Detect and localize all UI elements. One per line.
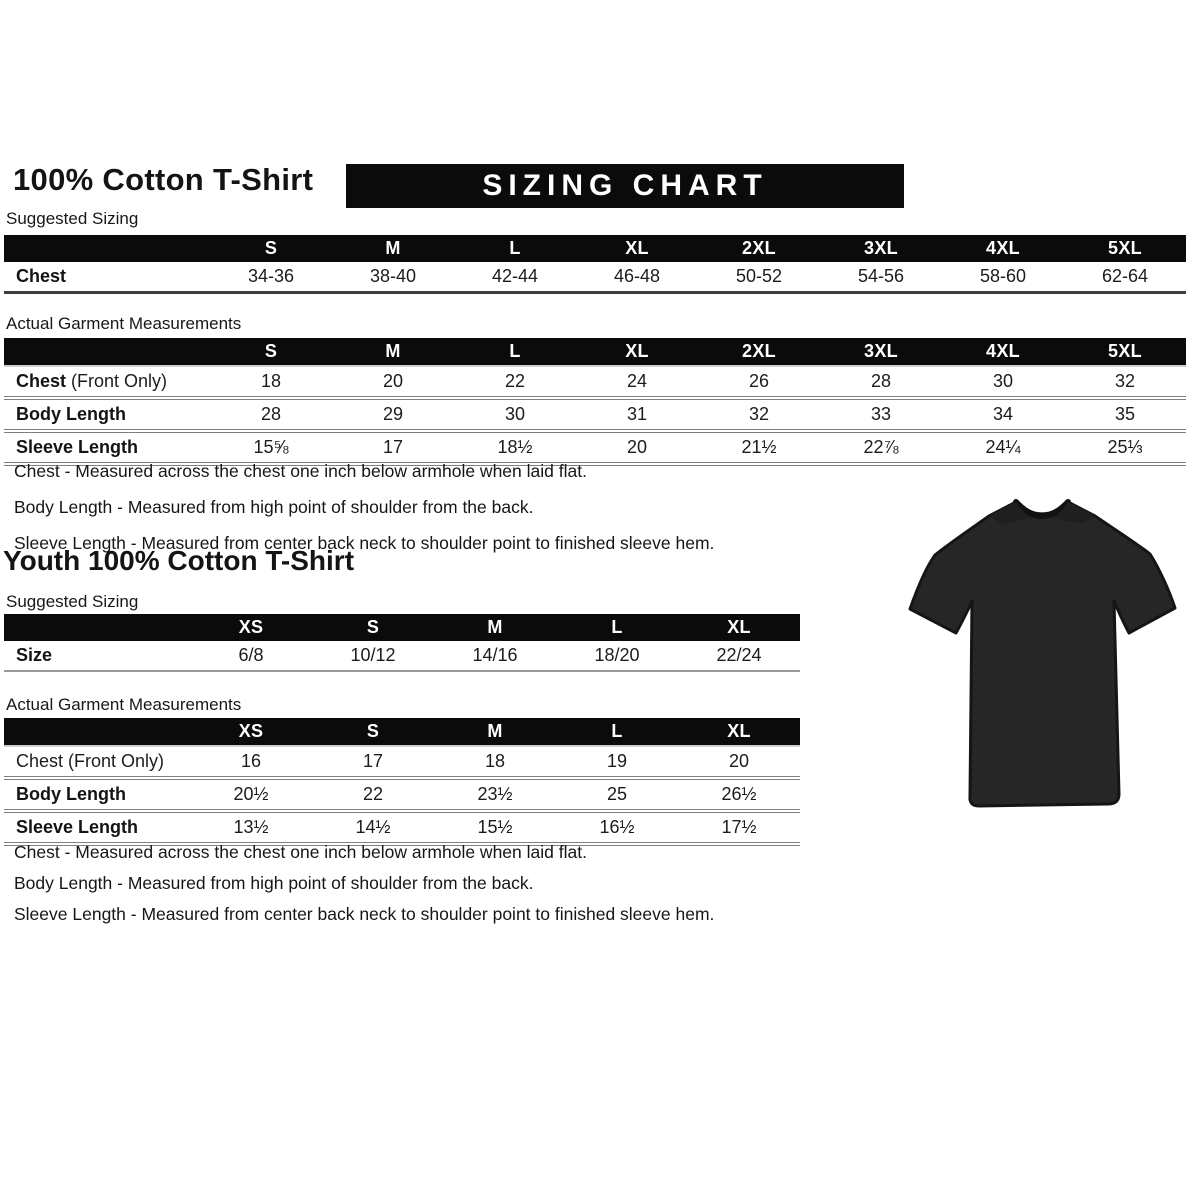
row-label: Chest [16, 266, 67, 286]
table-header-row [4, 338, 1186, 366]
row-label: Sleeve Length [16, 817, 139, 837]
table-cell: 15½ [477, 817, 513, 837]
tshirt-body [910, 502, 1175, 806]
adult-actual-measurements-label: Actual Garment Measurements [6, 314, 242, 333]
table-header-size: L [509, 238, 521, 258]
table-cell: 28 [260, 404, 282, 424]
table-header-size: XL [625, 238, 649, 258]
table-cell: 38-40 [369, 266, 417, 286]
row-label: Sleeve Length [16, 437, 139, 457]
table-header-size: XS [238, 617, 264, 637]
table-header-size: 5XL [1108, 238, 1142, 258]
table-header-size: M [385, 341, 401, 361]
table-header-size: S [264, 238, 278, 258]
table-header-size: 2XL [742, 238, 776, 258]
table-header-size: 5XL [1108, 341, 1142, 361]
table-cell: 62-64 [1101, 266, 1149, 286]
table-cell: 34-36 [247, 266, 295, 286]
table-header-size: XS [238, 721, 264, 741]
table-cell: 30 [992, 371, 1014, 391]
adult-actual-measurements-table [4, 338, 1186, 466]
table-cell: 16 [240, 751, 262, 771]
table-row-chest [4, 366, 1186, 398]
youth-suggested-sizing-label: Suggested Sizing [6, 592, 139, 611]
row-label: Chest (Front Only) [16, 751, 165, 771]
table-cell: 24 [626, 371, 648, 391]
table-cell: 10/12 [350, 645, 396, 665]
table-cell: 26 [748, 371, 770, 391]
table-cell: 29 [382, 404, 404, 424]
table-cell: 33 [870, 404, 892, 424]
row-label: Body Length [16, 404, 126, 424]
table-cell: 50-52 [735, 266, 783, 286]
table-header-row [4, 718, 800, 746]
table-header-size: 2XL [742, 341, 776, 361]
youth-suggested-sizing-table [4, 614, 800, 672]
table-cell: 26½ [721, 784, 757, 804]
table-header-size: L [611, 617, 623, 637]
table-header-size: S [366, 721, 380, 741]
tshirt-image [892, 472, 1192, 820]
table-header-size: 3XL [864, 341, 898, 361]
table-cell: 31 [626, 404, 648, 424]
table-row-chest [4, 746, 800, 778]
table-cell: 6/8 [238, 645, 264, 665]
table-cell: 16½ [599, 817, 635, 837]
table-cell: 34 [992, 404, 1014, 424]
table-cell: 21½ [741, 437, 777, 457]
table-header-size: L [509, 341, 521, 361]
table-cell: 25 [606, 784, 628, 804]
table-cell: 35 [1114, 404, 1136, 424]
table-cell: 22/24 [716, 645, 762, 665]
table-header-size: XL [727, 617, 751, 637]
sizing-chart-banner: SIZING CHART [346, 164, 904, 208]
table-row [4, 262, 1186, 293]
youth-actual-measurements-label: Actual Garment Measurements [6, 695, 242, 714]
table-header-size: S [366, 617, 380, 637]
youth-title: Youth 100% Cotton T-Shirt [3, 545, 355, 576]
table-header-size: XL [727, 721, 751, 741]
table-cell: 30 [504, 404, 526, 424]
table-cell: 14½ [355, 817, 391, 837]
table-header-size: M [385, 238, 401, 258]
table-cell: 15⅝ [253, 437, 289, 457]
note-sleeve-length: Sleeve Length - Measured from center back neck to shoulder point to finished sleeve hem. [14, 533, 715, 553]
table-cell: 13½ [233, 817, 269, 837]
table-cell: 20 [728, 751, 750, 771]
table-cell: 46-48 [613, 266, 661, 286]
table-cell: 14/16 [472, 645, 518, 665]
table-cell: 22⅞ [863, 437, 899, 457]
table-header-size: XL [625, 341, 649, 361]
note-chest: Chest - Measured across the chest one inch below armhole when laid flat. [14, 842, 587, 862]
table-cell: 28 [870, 371, 892, 391]
table-cell: 17 [362, 751, 384, 771]
adult-suggested-sizing-label: Suggested Sizing [6, 209, 139, 228]
table-cell: 24¼ [985, 437, 1021, 457]
note-sleeve-length: Sleeve Length - Measured from center back neck to shoulder point to finished sleeve hem. [14, 904, 715, 924]
note-chest: Chest - Measured across the chest one inch below armhole when laid flat. [14, 461, 587, 481]
table-cell: 18/20 [594, 645, 640, 665]
note-body-length: Body Length - Measured from high point of shoulder from the back. [14, 873, 534, 893]
table-header-blank [4, 235, 210, 262]
table-header-blank [4, 614, 190, 641]
youth-measurement-notes [14, 842, 714, 935]
table-row-sleeve-length [4, 431, 1186, 464]
table-cell: 22 [362, 784, 384, 804]
table-header-size: 3XL [864, 238, 898, 258]
table-cell: 19 [606, 751, 628, 771]
row-label: Size [16, 645, 53, 665]
table-cell: 20 [626, 437, 648, 457]
table-cell: 42-44 [491, 266, 539, 286]
row-label: Chest (Front Only) [16, 371, 168, 391]
page-title: 100% Cotton T-Shirt [13, 162, 314, 197]
table-cell: 58-60 [979, 266, 1027, 286]
table-header-size: 4XL [986, 238, 1020, 258]
table-header-size: 4XL [986, 341, 1020, 361]
table-cell: 32 [1114, 371, 1136, 391]
table-row-size [4, 641, 800, 671]
table-cell: 17 [382, 437, 404, 457]
table-header-size: M [487, 721, 503, 741]
table-header-size: M [487, 617, 503, 637]
table-cell: 17½ [721, 817, 757, 837]
row-label: Body Length [16, 784, 126, 804]
table-cell: 20 [382, 371, 404, 391]
youth-actual-measurements-table [4, 718, 800, 846]
table-cell: 25⅓ [1107, 437, 1143, 457]
table-cell: 54-56 [857, 266, 905, 286]
table-cell: 18½ [497, 437, 533, 457]
table-cell: 18 [260, 371, 282, 391]
table-row-body-length [4, 778, 800, 811]
table-cell: 18 [484, 751, 506, 771]
table-header-blank [4, 338, 210, 366]
table-cell: 32 [748, 404, 770, 424]
table-cell: 20½ [233, 784, 269, 804]
table-header-size: L [611, 721, 623, 741]
table-header-size: S [264, 341, 278, 361]
table-header-blank [4, 718, 190, 746]
table-row-body-length [4, 398, 1186, 431]
table-row-sleeve-length [4, 811, 800, 844]
table-cell: 22 [504, 371, 526, 391]
adult-suggested-sizing-table [4, 235, 1186, 294]
table-cell: 23½ [477, 784, 513, 804]
black-tshirt-photo [892, 472, 1192, 820]
note-body-length: Body Length - Measured from high point of shoulder from the back. [14, 497, 534, 517]
table-header-row [4, 614, 800, 641]
table-header-row [4, 235, 1186, 262]
